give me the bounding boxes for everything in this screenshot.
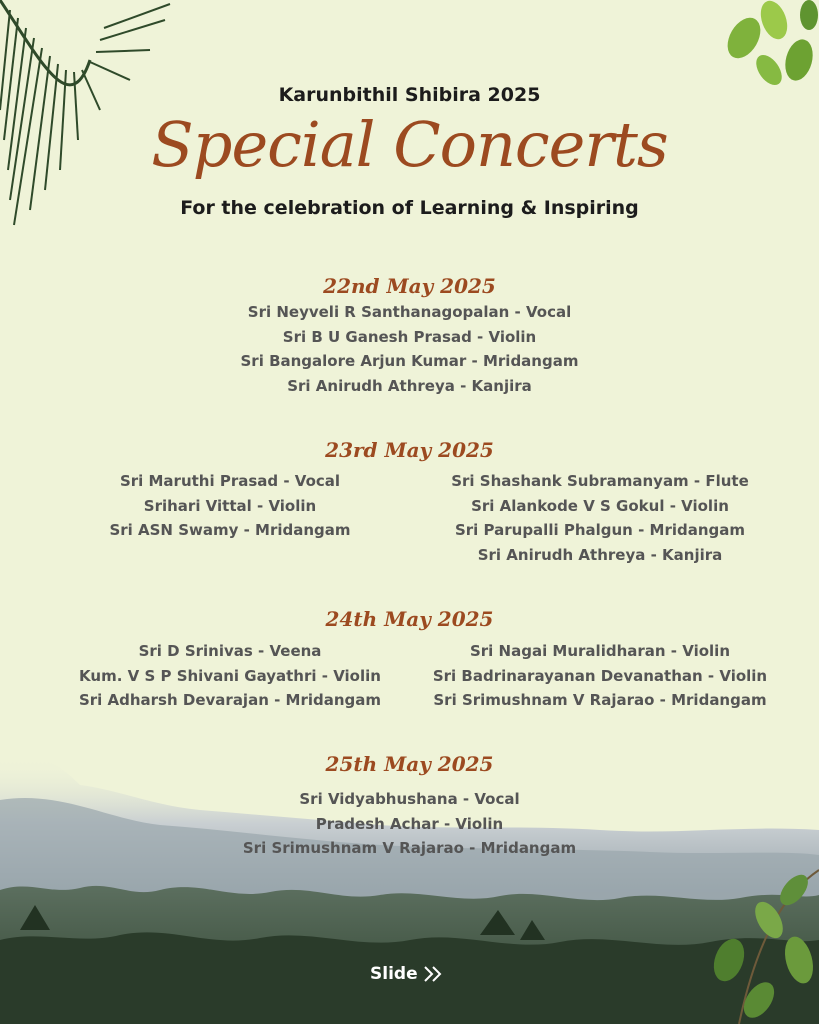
performer-line: Sri Shashank Subramanyam - Flute xyxy=(451,472,749,490)
page-title: Special Concerts xyxy=(151,108,668,181)
performer-line: Sri D Srinivas - Veena xyxy=(138,642,322,660)
leaves-decoration-bottom xyxy=(699,850,819,1024)
performer-line: Sri ASN Swamy - Mridangam xyxy=(109,521,351,539)
performer-line: Sri Bangalore Arjun Kumar - Mridangam xyxy=(240,352,579,370)
performer-line: Sri Maruthi Prasad - Vocal xyxy=(119,472,341,490)
day-2-date: 23rd May 2025 xyxy=(325,438,494,462)
performer-line: Sri Srimushnam V Rajarao - Mridangam xyxy=(433,691,767,709)
day-3-left-column xyxy=(40,639,420,713)
day-3-right-column xyxy=(400,639,800,713)
performer-line: Sri Vidyabhushana - Vocal xyxy=(299,790,520,808)
day-4-date: 25th May 2025 xyxy=(325,752,494,776)
performer-line: Sri Adharsh Devarajan - Mridangam xyxy=(78,691,382,709)
performer-line: Sri B U Ganesh Prasad - Violin xyxy=(282,327,537,346)
performer-line: Sri Anirudh Athreya - Kanjira xyxy=(477,545,723,564)
tagline: For the celebration of Learning & Inspiring xyxy=(180,197,639,219)
performer-line: Sri Anirudh Athreya - Kanjira xyxy=(287,376,532,395)
performer-line: Sri Badrinarayanan Devanathan - Violin xyxy=(432,666,768,685)
day-3-date: 24th May 2025 xyxy=(325,607,494,631)
day-1-performers xyxy=(0,300,819,398)
day-4-performers xyxy=(0,787,819,861)
performer-line: Sri Parupalli Phalgun - Mridangam xyxy=(454,521,746,539)
slide-label: Slide xyxy=(370,964,418,984)
performer-line: Sri Nagai Muralidharan - Violin xyxy=(469,642,731,660)
performer-line: Srihari Vittal - Violin xyxy=(143,496,317,515)
day-1-date: 22nd May 2025 xyxy=(323,274,496,298)
event-name: Karunbithil Shibira 2025 xyxy=(278,84,541,106)
performer-line: Sri Srimushnam V Rajarao - Mridangam xyxy=(242,839,577,857)
performer-line: Sri Neyveli R Santhanagopalan - Vocal xyxy=(247,303,572,321)
day-2-left-column xyxy=(40,469,420,543)
performer-line: Pradesh Achar - Violin xyxy=(315,814,504,833)
slide-next-button[interactable] xyxy=(370,962,460,986)
double-chevron-right-icon xyxy=(422,965,444,983)
day-2-right-column xyxy=(400,469,800,567)
performer-line: Kum. V S P Shivani Gayathri - Violin xyxy=(79,666,381,685)
performer-line: Sri Alankode V S Gokul - Violin xyxy=(471,496,729,515)
